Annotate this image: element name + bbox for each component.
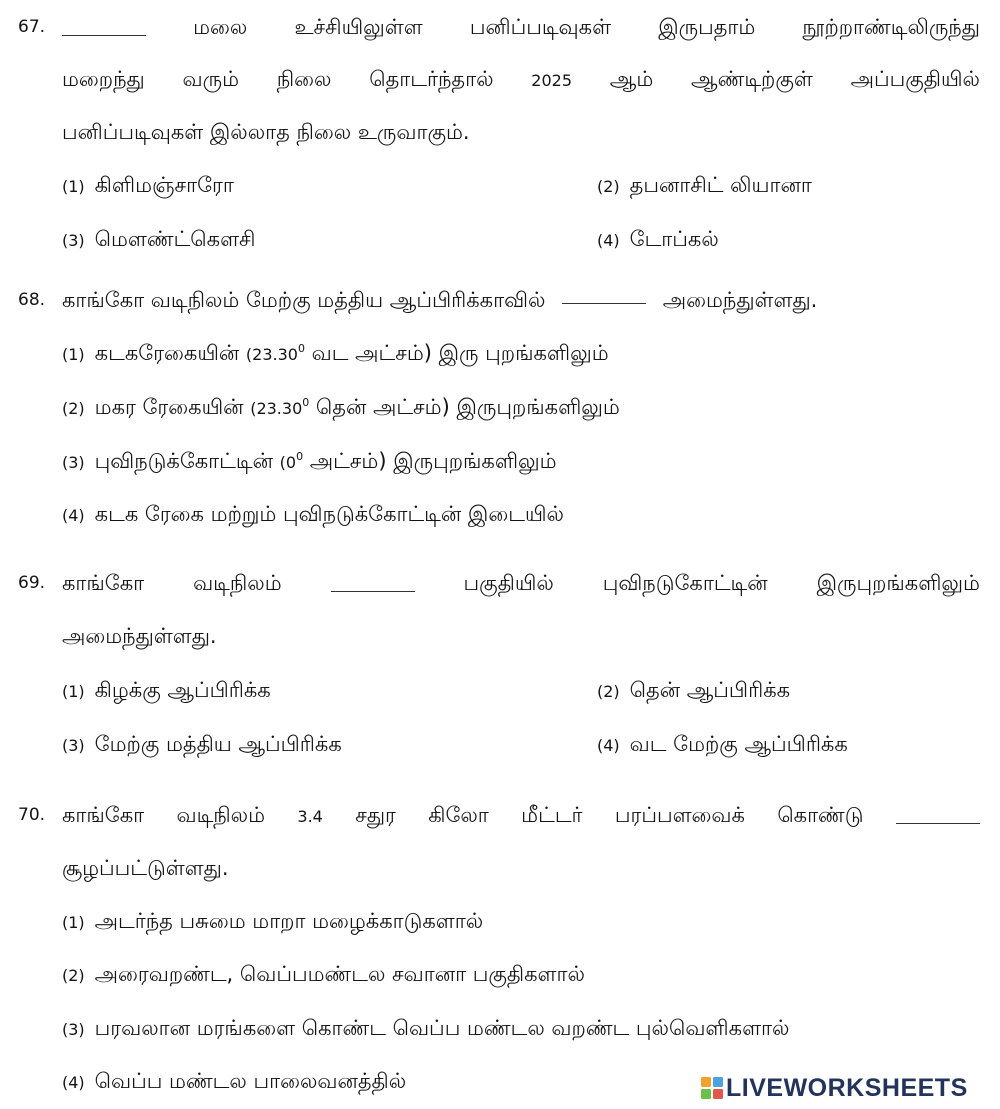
option-text: வட அட்சம்) (304, 341, 432, 365)
word: மறைந்து (62, 67, 145, 91)
option-text: மௌண்ட்கௌசி (94, 227, 256, 251)
answer-blank[interactable] (896, 822, 980, 824)
area-number: 3.4 (297, 807, 323, 826)
question-69-line-1 (62, 568, 980, 598)
answer-blank[interactable] (562, 302, 646, 304)
option-3[interactable] (62, 224, 255, 256)
option-number: (3) (62, 736, 85, 755)
option-2[interactable] (597, 170, 812, 202)
option-number: (1) (62, 913, 85, 932)
option-1[interactable] (62, 170, 234, 202)
question-number: 68. (18, 290, 46, 310)
worksheet-grid-icon (700, 1076, 724, 1100)
question-69-line-2: அமைந்துள்ளது. (62, 624, 217, 648)
option-text: அரைவறண்ட, வெப்பமண்டல சவானா பகுதிகளால் (94, 962, 585, 986)
option-text: கடகரேகையின் (94, 341, 246, 365)
word: காங்கோ (62, 571, 145, 595)
option-3[interactable] (62, 446, 557, 478)
question-67-line-3: பனிப்படிவுகள் இல்லாத நிலை உருவாகும். (62, 120, 470, 144)
option-text: புவிநடுக்கோட்டின் (94, 449, 280, 473)
option-text: தென் ஆப்பிரிக்க (629, 678, 791, 702)
option-text: வட மேற்கு ஆப்பிரிக்க (629, 732, 848, 756)
word: பகுதியில் (463, 571, 554, 595)
option-number: (1) (62, 345, 85, 364)
word: இருபதாம் (658, 15, 756, 39)
question-text: காங்கோ வடிநிலம் மேற்கு மத்திய ஆப்பிரிக்காவில் (62, 288, 546, 312)
question-70-line-2: சூழப்பட்டுள்ளது. (62, 856, 229, 880)
option-2[interactable] (62, 959, 585, 991)
degree-value: 0 (285, 453, 297, 472)
option-1[interactable] (62, 675, 271, 707)
option-number: (4) (597, 231, 620, 250)
word: இருபுறங்களிலும் (816, 571, 980, 595)
word: ஆம் (609, 67, 654, 91)
question-number: 67. (18, 17, 46, 37)
paren: ( (245, 345, 253, 364)
word: ஆண்டிற்குள் (691, 67, 813, 91)
option-text: கிளிமஞ்சாரோ (94, 173, 234, 197)
answer-blank[interactable] (331, 590, 415, 592)
option-3[interactable] (62, 1013, 789, 1045)
option-number: (1) (62, 177, 85, 196)
brand-text: LIVEWORKSHEETS (726, 1073, 968, 1102)
option-1[interactable] (62, 338, 609, 370)
option-1[interactable] (62, 906, 483, 938)
degree-mark: 0 (296, 450, 304, 463)
question-number: 69. (18, 573, 46, 593)
degree-value: 23.30 (252, 345, 298, 364)
option-text: தென் அட்சம்) (309, 395, 450, 419)
option-text: இரு புறங்களிலும் (431, 341, 609, 365)
question-text: அமைந்துள்ளது. (662, 288, 818, 312)
option-4[interactable] (62, 1066, 406, 1098)
question-number: 70. (18, 805, 46, 825)
option-number: (4) (62, 506, 85, 525)
option-number: (3) (62, 453, 85, 472)
question-67-line-2 (62, 64, 980, 96)
liveworksheets-logo (700, 1074, 968, 1102)
question-67-line-1 (62, 12, 980, 42)
option-text: இருபுறங்களிலும் (386, 449, 557, 473)
word: புவிநடுகோட்டின் (602, 571, 768, 595)
word: தொடர்ந்தால் (369, 67, 494, 91)
word: அப்பகுதியில் (850, 67, 980, 91)
option-2[interactable] (597, 675, 790, 707)
option-number: (2) (597, 682, 620, 701)
word: பனிப்படிவுகள் (469, 15, 612, 39)
option-text: மகர ரேகையின் (94, 395, 251, 419)
option-text: கடக ரேகை மற்றும் புவிநடுக்கோட்டின் இடையில் (94, 502, 564, 526)
option-number: (4) (62, 1073, 85, 1092)
word: கிலோ (428, 803, 489, 827)
option-text: வெப்ப மண்டல பாலைவனத்தில் (94, 1069, 407, 1093)
option-4[interactable] (597, 224, 719, 256)
year-number: 2025 (531, 71, 573, 90)
option-text: கிழக்கு ஆப்பிரிக்க (94, 678, 271, 702)
word: வடிநிலம் (193, 571, 282, 595)
option-4[interactable] (597, 729, 848, 761)
question-70-line-1 (62, 800, 980, 832)
option-4[interactable] (62, 499, 564, 531)
answer-blank[interactable] (62, 34, 146, 36)
word: மீட்டர் (521, 803, 583, 827)
option-text: பரவலான மரங்களை கொண்ட வெப்ப மண்டல வறண்ட புல்வெளிகளால் (94, 1016, 790, 1040)
paren: ( (250, 399, 257, 418)
option-text: டோப்கல் (629, 227, 719, 251)
degree-mark: 0 (302, 396, 310, 409)
option-number: (2) (597, 177, 620, 196)
option-2[interactable] (62, 392, 620, 424)
word: நிலை (276, 67, 332, 91)
word: காங்கோ (62, 803, 145, 827)
option-text: மேற்கு மத்திய ஆப்பிரிக்க (94, 732, 342, 756)
option-number: (3) (62, 1020, 85, 1039)
degree-value: 23.30 (256, 399, 303, 418)
option-number: (3) (62, 231, 85, 250)
option-text: அடர்ந்த பசுமை மாறா மழைக்காடுகளால் (94, 909, 484, 933)
word: உச்சியிலுள்ள (294, 15, 423, 39)
word: பரப்பளவைக் (614, 803, 745, 827)
word: நூற்றாண்டிலிருந்து (802, 15, 980, 39)
option-3[interactable] (62, 729, 342, 761)
option-number: (1) (62, 682, 85, 701)
paren: ( (279, 453, 286, 472)
option-number: (2) (62, 399, 85, 418)
option-number: (2) (62, 966, 85, 985)
word: சதுர (355, 803, 396, 827)
word: வரும் (182, 67, 239, 91)
degree-mark: 0 (297, 342, 305, 355)
word: வடிநிலம் (176, 803, 266, 827)
option-text: இருபுறங்களிலும் (449, 395, 620, 419)
question-68-line-1 (62, 285, 817, 315)
option-text: அட்சம்) (303, 449, 387, 473)
word: கொண்டு (777, 803, 864, 827)
option-number: (4) (597, 736, 620, 755)
option-text: தபனாசிட் லியானா (629, 173, 812, 197)
word: மலை (193, 15, 248, 39)
